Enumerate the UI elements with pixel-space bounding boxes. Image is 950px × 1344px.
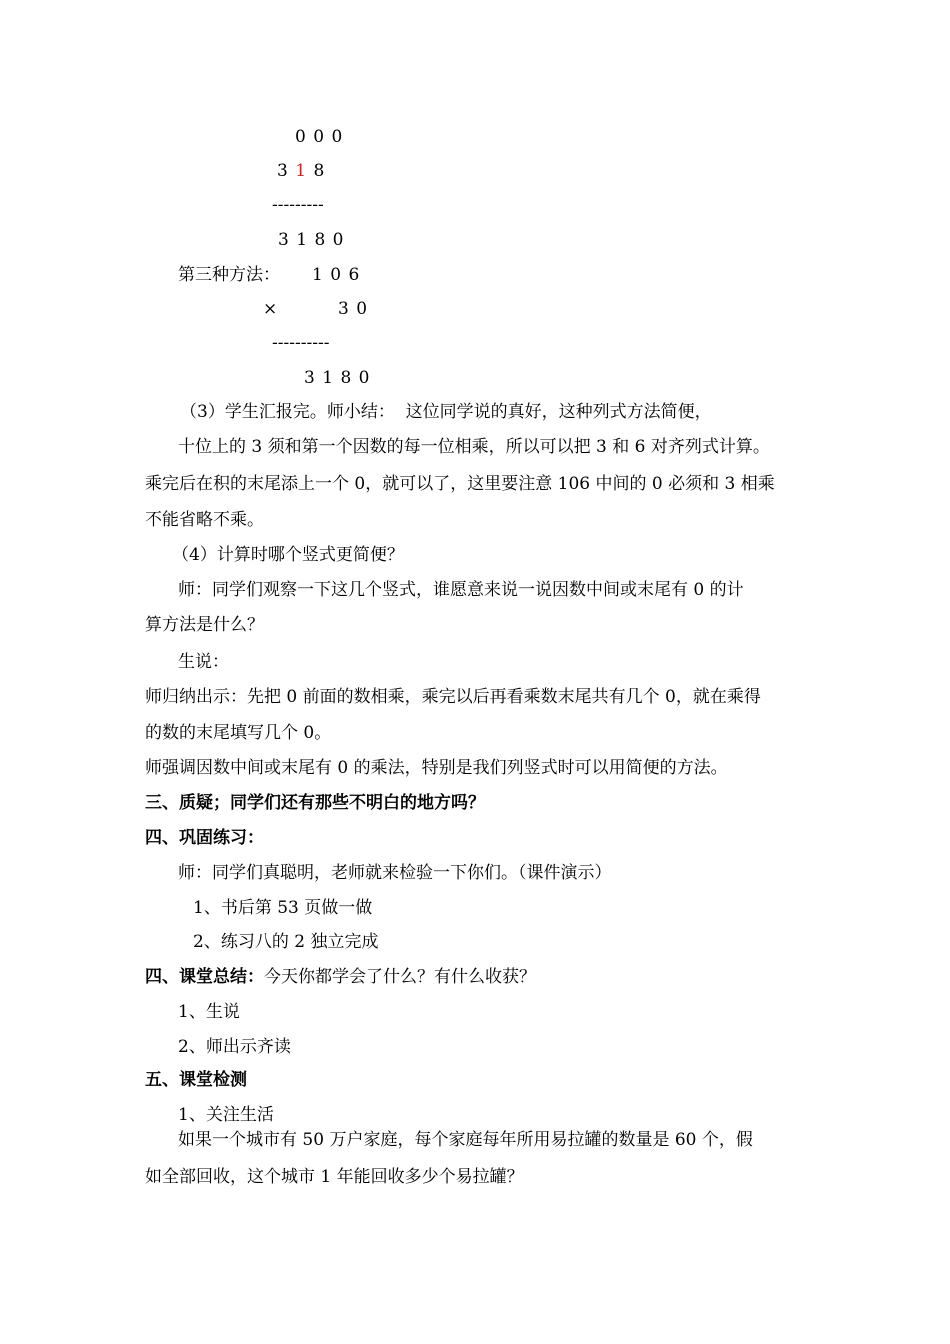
section-4-summary-text: 今天你都学会了什么？有什么收获？ <box>264 967 536 987</box>
summary-item-1: 1、生说 <box>178 1002 240 1022</box>
student-says: 生说： <box>178 652 229 672</box>
check-item-1: 1、关注生活 <box>178 1105 274 1125</box>
para3-line3: 乘完后在积的末尾添上一个 0，就可以了，这里要注意 106 中间的 0 必须和 3 相乘 <box>145 474 775 494</box>
calc2-row2-red-digit: 1 <box>295 161 308 181</box>
calc2-row2-a: 3 <box>277 161 296 181</box>
section-4-summary <box>145 966 536 988</box>
calc3-multiplier: 3 0 <box>338 299 369 319</box>
check-question-line1: 如果一个城市有 50 万户家庭，每个家庭每年所用易拉罐的数量是 60 个，假 <box>178 1130 753 1150</box>
summary-item-2: 2、师出示齐读 <box>178 1037 291 1057</box>
para3-line1: （3）学生汇报完。师小结： 这位同学说的真好，这种列式方法简便， <box>180 402 712 422</box>
section-5-heading: 五、课堂检测 <box>145 1070 247 1090</box>
check-question-line2: 如全部回收，这个城市 1 年能回收多少个易拉罐？ <box>145 1167 524 1187</box>
calc3-rule: ---------- <box>272 333 330 353</box>
practice-item-2: 2、练习八的 2 独立完成 <box>193 932 379 952</box>
section-4-practice-heading: 四、巩固练习： <box>145 828 264 848</box>
para3-line4: 不能省略不乘。 <box>145 510 264 530</box>
teacher1-line1: 师：同学们观察一下这几个竖式，谁愿意来说一说因数中间或末尾有 0 的计 <box>178 580 744 600</box>
calc2-result: 3 1 8 0 <box>278 230 345 250</box>
calc2-row1: 0 0 0 <box>295 127 344 147</box>
calc3-label: 第三种方法： <box>178 265 280 285</box>
section-3-heading: 三、质疑；同学们还有那些不明白的地方吗？ <box>145 793 485 813</box>
calc2-row2 <box>277 160 325 182</box>
section-4-summary-heading: 四、课堂总结： <box>145 967 264 987</box>
practice-teacher-line: 师：同学们真聪明，老师就来检验一下你们。（课件演示） <box>178 863 612 883</box>
practice-item-1: 1、书后第 53 页做一做 <box>193 898 373 918</box>
calc2-rule: --------- <box>272 195 324 215</box>
calc3-multiplicand: 1 0 6 <box>312 265 361 285</box>
teacher1-line2: 算方法是什么？ <box>145 615 264 635</box>
summary-line2: 的数的末尾填写几个 0。 <box>145 723 332 743</box>
para3-line2: 十位上的 3 须和第一个因数的每一位相乘，所以可以把 3 和 6 对齐列式计算。 <box>178 437 770 457</box>
calc3-times-sign: × <box>263 299 278 319</box>
emphasis-line: 师强调因数中间或末尾有 0 的乘法，特别是我们列竖式时可以用简便的方法。 <box>145 758 728 778</box>
calc3-result: 3 1 8 0 <box>304 368 371 388</box>
para4: （4）计算时哪个竖式更简便？ <box>172 545 404 565</box>
calc2-row2-b: 8 <box>307 161 326 181</box>
summary-line1: 师归纳出示：先把 0 前面的数相乘，乘完以后再看乘数末尾共有几个 0，就在乘得 <box>145 687 761 707</box>
